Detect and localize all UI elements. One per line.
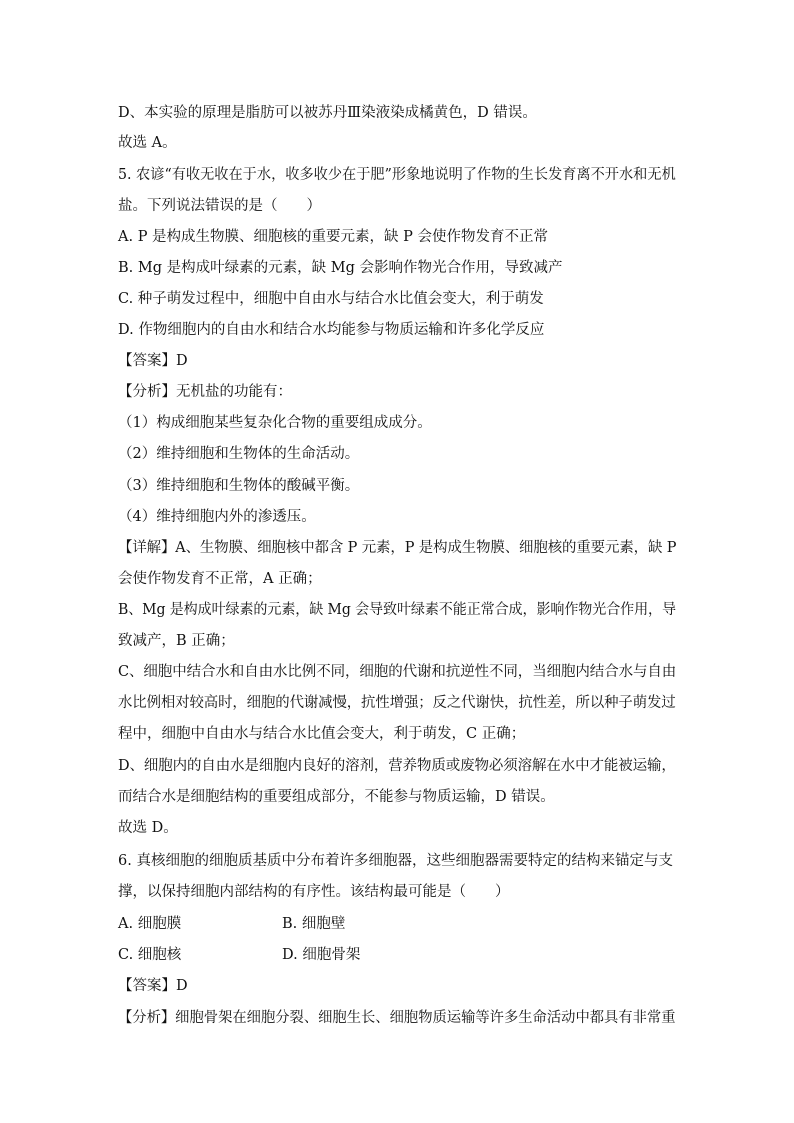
detail-text: 致减产，B 正确；	[118, 633, 235, 649]
analysis-item: （1）构成细胞某些复杂化合物的重要组成成分。	[118, 415, 432, 431]
option-c: C. 种子萌发过程中，细胞中自由水与结合水比值会变大，利于萌发	[118, 291, 544, 307]
detail-text: C、细胞中结合水和自由水比例不同，细胞的代谢和抗逆性不同，当细胞内结合水与自由	[118, 664, 677, 680]
detail-text: 会使作物发育不正常，A 正确；	[118, 571, 322, 587]
detail-text: B、Mg 是构成叶绿素的元素，缺 Mg 会导致叶绿素不能正常合成，影响作物光合作用，导	[118, 602, 676, 618]
option-b: B. 细胞壁	[282, 916, 346, 932]
detail-text: 【详解】A、生物膜、细胞核中都含 P 元素，P 是构成生物膜、细胞核的重要元素，缺 P	[118, 540, 677, 556]
detail-text: 水比例相对较高时，细胞的代谢减慢，抗性增强；反之代谢快，抗性差，所以种子萌发过	[118, 695, 676, 711]
detail-text: D、细胞内的自由水是细胞内良好的溶剂，营养物质或废物必须溶解在水中才能被运输，	[118, 758, 676, 774]
text-line: 故选 D。	[118, 820, 178, 836]
option-d: D. 作物细胞内的自由水和结合水均能参与物质运输和许多化学反应	[118, 322, 545, 338]
question-5-stem-cont: 盐。下列说法错误的是（ ）	[118, 198, 321, 214]
question-5-stem: 5. 农谚“有收无收在于水，收多收少在于肥”形象地说明了作物的生长发育离不开水和无机	[118, 167, 676, 183]
question-6-stem: 6. 真核细胞的细胞质基质中分布着许多细胞器，这些细胞器需要特定的结构来锚定与支	[118, 853, 673, 869]
answer-label: 【答案】D	[118, 978, 188, 994]
analysis-heading: 【分析】细胞骨架在细胞分裂、细胞生长、细胞物质运输等许多生命活动中都具有非常重	[118, 1010, 676, 1026]
option-a: A. 细胞膜	[118, 916, 182, 932]
option-c: C. 细胞核	[118, 947, 182, 963]
detail-text: 而结合水是细胞结构的重要组成部分，不能参与物质运输，D 错误。	[118, 789, 555, 805]
analysis-heading: 【分析】无机盐的功能有：	[118, 384, 292, 400]
analysis-item: （3）维持细胞和生物体的酸碱平衡。	[118, 478, 360, 494]
analysis-item: （4）维持细胞内外的渗透压。	[118, 509, 316, 525]
question-6-stem-cont: 撑，以保持细胞内部结构的有序性。该结构最可能是（ ）	[118, 884, 510, 900]
option-a: A. P 是构成生物膜、细胞核的重要元素，缺 P 会使作物发育不正常	[118, 229, 549, 245]
text-line: D、本实验的原理是脂肪可以被苏丹Ⅲ染液染成橘黄色，D 错误。	[118, 105, 537, 121]
detail-text: 程中，细胞中自由水与结合水比值会变大，利于萌发，C 正确；	[118, 726, 526, 742]
option-d: D. 细胞骨架	[282, 947, 361, 963]
answer-label: 【答案】D	[118, 353, 188, 369]
option-b: B. Mg 是构成叶绿素的元素，缺 Mg 会影响作物光合作用，导致减产	[118, 260, 563, 276]
text-line: 故选 A。	[118, 135, 177, 151]
analysis-item: （2）维持细胞和生物体的生命活动。	[118, 446, 360, 462]
